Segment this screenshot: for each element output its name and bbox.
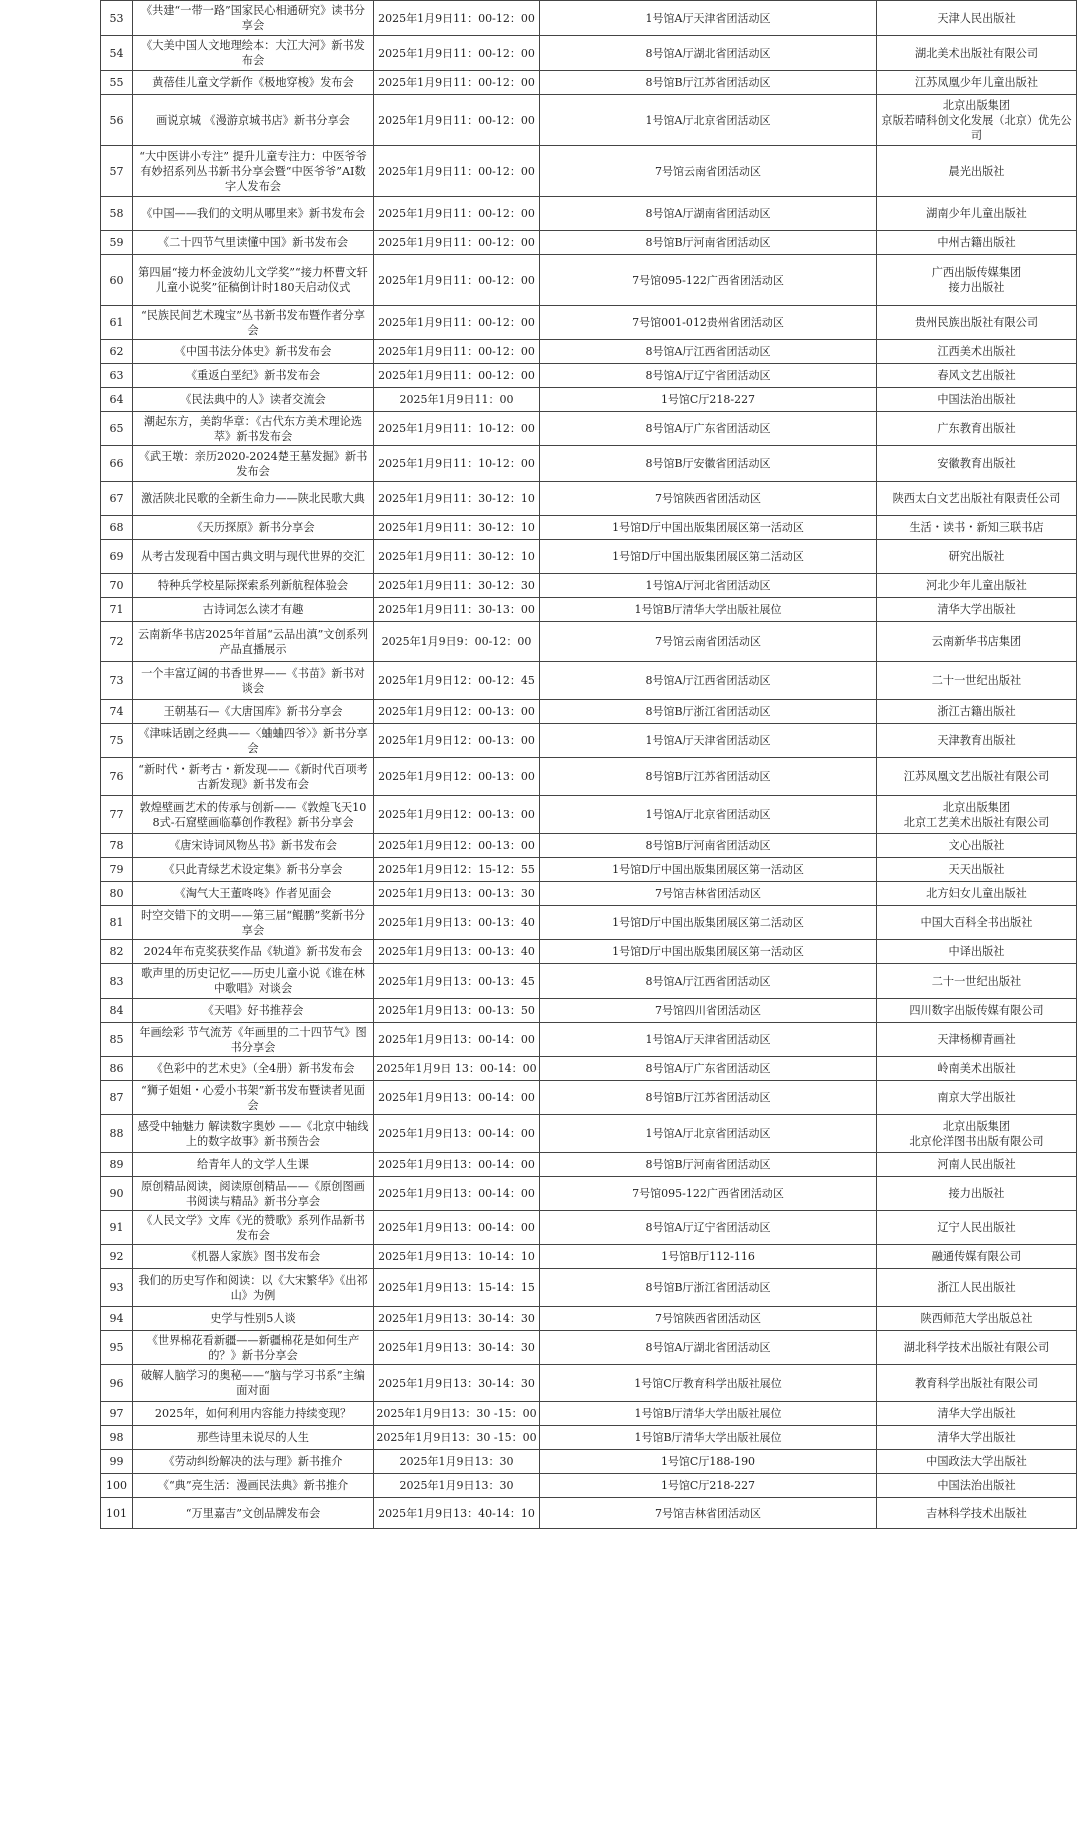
row-number: 87 (101, 1081, 133, 1115)
event-time: 2025年1月9日13：00-14：00 (374, 1023, 540, 1057)
event-title: 感受中轴魅力 解读数字奥妙 ——《北京中轴线上的数字故事》新书预告会 (133, 1115, 374, 1153)
event-title: 《人民文学》文库《光的赞歌》系列作品新书发布会 (133, 1211, 374, 1245)
table-row (101, 574, 1077, 598)
row-number: 90 (101, 1177, 133, 1211)
event-publisher: 融通传媒有限公司 (877, 1245, 1077, 1269)
event-venue: 8号馆B厅江苏省团活动区 (540, 1081, 877, 1115)
event-title: “新时代・新考古・新发现——《新时代百项考古新发现》新书发布会 (133, 758, 374, 796)
event-title: 《淘气大王董咚咚》作者见面会 (133, 882, 374, 906)
event-time: 2025年1月9日12：00-13：00 (374, 834, 540, 858)
row-number: 101 (101, 1498, 133, 1529)
table-row (101, 71, 1077, 95)
table-row (101, 796, 1077, 834)
event-publisher: 贵州民族出版社有限公司 (877, 306, 1077, 340)
event-venue: 1号馆C厅教育科学出版社展位 (540, 1365, 877, 1402)
row-number: 62 (101, 340, 133, 364)
table-row (101, 1450, 1077, 1474)
table-row (101, 834, 1077, 858)
row-number: 89 (101, 1153, 133, 1177)
event-time: 2025年1月9日11：00-12：00 (374, 197, 540, 231)
row-number: 68 (101, 516, 133, 540)
event-publisher: 北京出版集团 京版若晴科创文化发展（北京）优先公司 (877, 95, 1077, 146)
event-venue: 8号馆A厅江西省团活动区 (540, 340, 877, 364)
event-schedule-body (101, 1, 1077, 1529)
table-row (101, 1331, 1077, 1365)
event-venue: 8号馆A厅江西省团活动区 (540, 662, 877, 700)
event-time: 2025年1月9日13：00-14：00 (374, 1177, 540, 1211)
event-title: 破解人脑学习的奥秘——“脑与学习书系”主编面对面 (133, 1365, 374, 1402)
event-publisher: 二十一世纪出版社 (877, 964, 1077, 999)
row-number: 61 (101, 306, 133, 340)
event-publisher: 清华大学出版社 (877, 598, 1077, 622)
event-publisher: 安徽教育出版社 (877, 446, 1077, 482)
row-number: 100 (101, 1474, 133, 1498)
event-time: 2025年1月9日12：00-13：00 (374, 700, 540, 724)
row-number: 76 (101, 758, 133, 796)
event-publisher: 广东教育出版社 (877, 412, 1077, 446)
event-time: 2025年1月9日11：10-12：00 (374, 446, 540, 482)
event-publisher: 中国大百科全书出版社 (877, 906, 1077, 940)
page-cutoff (100, 1818, 1076, 1826)
event-publisher: 天津杨柳青画社 (877, 1023, 1077, 1057)
event-title: 特种兵学校星际探索系列新航程体验会 (133, 574, 374, 598)
table-row (101, 858, 1077, 882)
event-title: 《重返白垩纪》新书发布会 (133, 364, 374, 388)
table-row (101, 1153, 1077, 1177)
event-title: 《只此青绿艺术设定集》新书分享会 (133, 858, 374, 882)
table-row (101, 482, 1077, 516)
event-venue: 8号馆B厅河南省团活动区 (540, 834, 877, 858)
row-number: 58 (101, 197, 133, 231)
table-row (101, 95, 1077, 146)
event-title: 《中国书法分体史》新书发布会 (133, 340, 374, 364)
row-number: 57 (101, 146, 133, 197)
table-row (101, 364, 1077, 388)
event-venue: 8号馆B厅安徽省团活动区 (540, 446, 877, 482)
event-title: 画说京城 《漫游京城书店》新书分享会 (133, 95, 374, 146)
table-row (101, 306, 1077, 340)
event-title: 王朝基石—《大唐国库》新书分享会 (133, 700, 374, 724)
table-row (101, 964, 1077, 999)
event-venue: 1号馆D厅中国出版集团展区第一活动区 (540, 516, 877, 540)
event-publisher: 陕西师范大学出版总社 (877, 1307, 1077, 1331)
event-publisher: 中国政法大学出版社 (877, 1450, 1077, 1474)
event-venue: 1号馆A厅天津省团活动区 (540, 1, 877, 36)
event-venue: 1号馆B厅清华大学出版社展位 (540, 1426, 877, 1450)
row-number: 66 (101, 446, 133, 482)
event-title: 《劳动纠纷解决的法与理》新书推介 (133, 1450, 374, 1474)
event-time: 2025年1月9日11：30-13：00 (374, 598, 540, 622)
row-number: 78 (101, 834, 133, 858)
event-publisher: 湖北科学技术出版社有限公司 (877, 1331, 1077, 1365)
event-title: 《大美中国人文地理绘本：大江大河》新书发布会 (133, 36, 374, 71)
event-time: 2025年1月9日13：00-14：00 (374, 1153, 540, 1177)
row-number: 65 (101, 412, 133, 446)
event-title: 《中国——我们的文明从哪里来》新书发布会 (133, 197, 374, 231)
table-row (101, 36, 1077, 71)
row-number: 67 (101, 482, 133, 516)
event-title: 古诗词怎么读才有趣 (133, 598, 374, 622)
table-row (101, 1081, 1077, 1115)
event-publisher: 四川数字出版传媒有限公司 (877, 999, 1077, 1023)
row-number: 98 (101, 1426, 133, 1450)
event-time: 2025年1月9日12：00-13：00 (374, 796, 540, 834)
table-row (101, 1402, 1077, 1426)
row-number: 60 (101, 255, 133, 306)
row-number: 94 (101, 1307, 133, 1331)
table-row (101, 1498, 1077, 1529)
row-number: 56 (101, 95, 133, 146)
event-title: 一个丰富辽阔的书香世界——《书苗》新书对谈会 (133, 662, 374, 700)
event-venue: 1号馆C厅218-227 (540, 388, 877, 412)
row-number: 72 (101, 622, 133, 662)
event-publisher: 广西出版传媒集团 接力出版社 (877, 255, 1077, 306)
event-publisher: 河南人民出版社 (877, 1153, 1077, 1177)
event-time: 2025年1月9日12：00-13：00 (374, 724, 540, 758)
event-title: 《武王墩：亲历2020-2024楚王墓发掘》新书发布会 (133, 446, 374, 482)
event-publisher: 辽宁人民出版社 (877, 1211, 1077, 1245)
event-time: 2025年1月9日11：00-12：00 (374, 36, 540, 71)
event-time: 2025年1月9日11：30-12：10 (374, 516, 540, 540)
event-time: 2025年1月9日11：00-12：00 (374, 71, 540, 95)
event-venue: 8号馆B厅江苏省团活动区 (540, 758, 877, 796)
event-publisher: 春风文艺出版社 (877, 364, 1077, 388)
event-time: 2025年1月9日13：30 (374, 1450, 540, 1474)
event-title: “大中医讲小专注” 提升儿童专注力：中医爷爷有妙招系列丛书新书分享会暨“中医爷爷”AI数字人发布会 (133, 146, 374, 197)
event-time: 2025年1月9日13：00-13：45 (374, 964, 540, 999)
event-time: 2025年1月9日11：00-12：00 (374, 306, 540, 340)
row-number: 64 (101, 388, 133, 412)
table-row (101, 1269, 1077, 1307)
event-title: 《天唱》好书推荐会 (133, 999, 374, 1023)
event-title: 从考古发现看中国古典文明与现代世界的交汇 (133, 540, 374, 574)
event-publisher: 云南新华书店集团 (877, 622, 1077, 662)
table-row (101, 882, 1077, 906)
event-time: 2025年1月9日13：30 -15：00 (374, 1426, 540, 1450)
row-number: 86 (101, 1057, 133, 1081)
event-venue: 8号馆B厅河南省团活动区 (540, 231, 877, 255)
event-time: 2025年1月9日12：00-13：00 (374, 758, 540, 796)
row-number: 95 (101, 1331, 133, 1365)
event-title: 2025年，如何利用内容能力持续变现？ (133, 1402, 374, 1426)
table-row (101, 388, 1077, 412)
event-publisher: 接力出版社 (877, 1177, 1077, 1211)
event-venue: 8号馆B厅浙江省团活动区 (540, 700, 877, 724)
event-publisher: 江苏凤凰文艺出版社有限公司 (877, 758, 1077, 796)
event-time: 2025年1月9日13：30-14：30 (374, 1365, 540, 1402)
event-publisher: 湖北美术出版社有限公司 (877, 36, 1077, 71)
table-row (101, 412, 1077, 446)
row-number: 74 (101, 700, 133, 724)
table-row (101, 1426, 1077, 1450)
event-publisher: 岭南美术出版社 (877, 1057, 1077, 1081)
event-time: 2025年1月9日11：00-12：00 (374, 255, 540, 306)
event-publisher: 江西美术出版社 (877, 340, 1077, 364)
table-row (101, 724, 1077, 758)
row-number: 82 (101, 940, 133, 964)
event-title: 《二十四节气里读懂中国》新书发布会 (133, 231, 374, 255)
event-time: 2025年1月9日11：30-12：10 (374, 482, 540, 516)
table-row (101, 197, 1077, 231)
event-time: 2025年1月9日11：00-12：00 (374, 231, 540, 255)
row-number: 83 (101, 964, 133, 999)
event-title: 敦煌壁画艺术的传承与创新——《敦煌飞天108式-石窟壁画临摹创作教程》新书分享会 (133, 796, 374, 834)
row-number: 81 (101, 906, 133, 940)
event-time: 2025年1月9日13：00-14：00 (374, 1115, 540, 1153)
table-row (101, 1115, 1077, 1153)
event-venue: 1号馆D厅中国出版集团展区第二活动区 (540, 906, 877, 940)
table-row (101, 999, 1077, 1023)
event-time: 2025年1月9日9：00-12：00 (374, 622, 540, 662)
event-title: 《民法典中的人》读者交流会 (133, 388, 374, 412)
row-number: 96 (101, 1365, 133, 1402)
table-row (101, 906, 1077, 940)
event-venue: 7号馆陕西省团活动区 (540, 1307, 877, 1331)
event-venue: 7号馆四川省团活动区 (540, 999, 877, 1023)
event-venue: 1号馆C厅218-227 (540, 1474, 877, 1498)
event-time: 2025年1月9日13：40-14：10 (374, 1498, 540, 1529)
table-row (101, 758, 1077, 796)
table-row (101, 516, 1077, 540)
event-time: 2025年1月9日12：15-12：55 (374, 858, 540, 882)
event-title: 《“典”亮生活：漫画民法典》新书推介 (133, 1474, 374, 1498)
event-title: “民族民间艺术瑰宝”丛书新书发布暨作者分享会 (133, 306, 374, 340)
event-publisher: 文心出版社 (877, 834, 1077, 858)
event-time: 2025年1月9日13：00-13：40 (374, 940, 540, 964)
event-time: 2025年1月9日11：00-12：00 (374, 146, 540, 197)
event-title: 《世界棉花看新疆——新疆棉花是如何生产的？》新书分享会 (133, 1331, 374, 1365)
event-venue: 1号馆A厅北京省团活动区 (540, 1115, 877, 1153)
row-number: 54 (101, 36, 133, 71)
event-time: 2025年1月9日13：15-14：15 (374, 1269, 540, 1307)
event-venue: 1号馆C厅188-190 (540, 1450, 877, 1474)
event-publisher: 江苏凤凰少年儿童出版社 (877, 71, 1077, 95)
event-venue: 8号馆B厅河南省团活动区 (540, 1153, 877, 1177)
event-publisher: 中译出版社 (877, 940, 1077, 964)
row-number: 99 (101, 1450, 133, 1474)
event-time: 2025年1月9日13：30 (374, 1474, 540, 1498)
table-row (101, 1307, 1077, 1331)
row-number: 63 (101, 364, 133, 388)
event-title: 《津味话剧之经典——〈蛐蛐四爷〉》新书分享会 (133, 724, 374, 758)
event-title: 潮起东方，美韵华章：《古代东方美术理论选萃》新书发布会 (133, 412, 374, 446)
event-title: “万里嘉吉”文创品牌发布会 (133, 1498, 374, 1529)
event-publisher: 中国法治出版社 (877, 388, 1077, 412)
event-venue: 8号馆B厅江苏省团活动区 (540, 71, 877, 95)
event-publisher: 河北少年儿童出版社 (877, 574, 1077, 598)
row-number: 93 (101, 1269, 133, 1307)
table-row (101, 1365, 1077, 1402)
row-number: 59 (101, 231, 133, 255)
event-time: 2025年1月9日11：00-12：00 (374, 364, 540, 388)
event-venue: 1号馆A厅河北省团活动区 (540, 574, 877, 598)
event-venue: 8号馆A厅湖南省团活动区 (540, 197, 877, 231)
row-number: 85 (101, 1023, 133, 1057)
row-number: 91 (101, 1211, 133, 1245)
event-publisher: 研究出版社 (877, 540, 1077, 574)
event-publisher: 陕西太白文艺出版社有限责任公司 (877, 482, 1077, 516)
event-time: 2025年1月9日12：00-12：45 (374, 662, 540, 700)
table-row (101, 1474, 1077, 1498)
event-title: 我们的历史写作和阅读：以《大宋繁华》《出祁山》为例 (133, 1269, 374, 1307)
row-number: 92 (101, 1245, 133, 1269)
row-number: 70 (101, 574, 133, 598)
row-number: 88 (101, 1115, 133, 1153)
page-margin (0, 0, 100, 1826)
table-row (101, 622, 1077, 662)
event-venue: 7号馆095-122广西省团活动区 (540, 1177, 877, 1211)
row-number: 75 (101, 724, 133, 758)
event-time: 2025年1月9日13：30-14：30 (374, 1331, 540, 1365)
event-schedule-table (100, 0, 1077, 1529)
row-number: 73 (101, 662, 133, 700)
event-title: 歌声里的历史记忆——历史儿童小说《谁在林中歌唱》对谈会 (133, 964, 374, 999)
event-venue: 7号馆云南省团活动区 (540, 146, 877, 197)
event-venue: 8号馆A厅湖北省团活动区 (540, 1331, 877, 1365)
event-venue: 1号馆D厅中国出版集团展区第一活动区 (540, 858, 877, 882)
event-publisher: 晨光出版社 (877, 146, 1077, 197)
event-time: 2025年1月9日13：00-13：40 (374, 906, 540, 940)
event-time: 2025年1月9日13：30 -15：00 (374, 1402, 540, 1426)
event-time: 2025年1月9日13：00-14：00 (374, 1211, 540, 1245)
table-row (101, 1, 1077, 36)
table-row (101, 1057, 1077, 1081)
table-row (101, 231, 1077, 255)
event-time: 2025年1月9日11：10-12：00 (374, 412, 540, 446)
event-venue: 1号馆A厅北京省团活动区 (540, 796, 877, 834)
event-title: 激活陕北民歌的全新生命力——陕北民歌大典 (133, 482, 374, 516)
event-publisher: 天津人民出版社 (877, 1, 1077, 36)
event-venue: 1号馆B厅清华大学出版社展位 (540, 1402, 877, 1426)
event-title: 《机器人家族》图书发布会 (133, 1245, 374, 1269)
table-row (101, 540, 1077, 574)
event-venue: 1号馆A厅北京省团活动区 (540, 95, 877, 146)
event-venue: 7号馆陕西省团活动区 (540, 482, 877, 516)
row-number: 55 (101, 71, 133, 95)
event-publisher: 浙江人民出版社 (877, 1269, 1077, 1307)
event-publisher: 二十一世纪出版社 (877, 662, 1077, 700)
event-time: 2025年1月9日13：00-13：30 (374, 882, 540, 906)
row-number: 79 (101, 858, 133, 882)
event-title: 那些诗里未说尽的人生 (133, 1426, 374, 1450)
event-venue: 1号馆A厅天津省团活动区 (540, 1023, 877, 1057)
row-number: 69 (101, 540, 133, 574)
row-number: 53 (101, 1, 133, 36)
table-row (101, 255, 1077, 306)
event-time: 2025年1月9日11：30-12：30 (374, 574, 540, 598)
event-publisher: 吉林科学技术出版社 (877, 1498, 1077, 1529)
table-row (101, 598, 1077, 622)
event-publisher: 清华大学出版社 (877, 1426, 1077, 1450)
event-time: 2025年1月9日13：00-14：00 (374, 1081, 540, 1115)
event-title: 原创精品阅读，阅读原创精品——《原创图画书阅读与精品》新书分享会 (133, 1177, 374, 1211)
event-time: 2025年1月9日11：00-12：00 (374, 1, 540, 36)
table-row (101, 340, 1077, 364)
event-title: 史学与性别5人谈 (133, 1307, 374, 1331)
event-publisher: 浙江古籍出版社 (877, 700, 1077, 724)
event-publisher: 天津教育出版社 (877, 724, 1077, 758)
event-publisher: 中州古籍出版社 (877, 231, 1077, 255)
table-row (101, 1023, 1077, 1057)
event-title: 云南新华书店2025年首届“云品出滇”文创系列产品直播展示 (133, 622, 374, 662)
row-number: 97 (101, 1402, 133, 1426)
event-title: “狮子姐姐・心爱小书架”新书发布暨读者见面会 (133, 1081, 374, 1115)
event-title: 时空交错下的文明——第三届“鲲鹏”奖新书分享会 (133, 906, 374, 940)
event-title: 给青年人的文学人生课 (133, 1153, 374, 1177)
row-number: 77 (101, 796, 133, 834)
event-venue: 7号馆云南省团活动区 (540, 622, 877, 662)
event-time: 2025年1月9日13：10-14：10 (374, 1245, 540, 1269)
event-title: 《唐宋诗词风物丛书》新书发布会 (133, 834, 374, 858)
event-venue: 7号馆095-122广西省团活动区 (540, 255, 877, 306)
event-time: 2025年1月9日11：30-12：10 (374, 540, 540, 574)
event-venue: 8号馆A厅广东省团活动区 (540, 412, 877, 446)
event-publisher: 中国法治出版社 (877, 1474, 1077, 1498)
event-title: 《色彩中的艺术史》（全4册）新书发布会 (133, 1057, 374, 1081)
event-time: 2025年1月9日11：00-12：00 (374, 95, 540, 146)
event-venue: 8号馆A厅湖北省团活动区 (540, 36, 877, 71)
table-row (101, 940, 1077, 964)
table-row (101, 146, 1077, 197)
event-title: 第四届“接力杯金波幼儿文学奖”“接力杯曹文轩儿童小说奖”征稿倒计时180天启动仪式 (133, 255, 374, 306)
event-venue: 7号馆吉林省团活动区 (540, 1498, 877, 1529)
event-publisher: 天天出版社 (877, 858, 1077, 882)
event-title: 《共建“一带一路”国家民心相通研究》读书分享会 (133, 1, 374, 36)
table-row (101, 662, 1077, 700)
event-title: 年画绘彩 节气流芳《年画里的二十四节气》图书分享会 (133, 1023, 374, 1057)
event-venue: 1号馆B厅清华大学出版社展位 (540, 598, 877, 622)
event-venue: 1号馆D厅中国出版集团展区第一活动区 (540, 940, 877, 964)
event-publisher: 湖南少年儿童出版社 (877, 197, 1077, 231)
event-publisher: 北方妇女儿童出版社 (877, 882, 1077, 906)
event-publisher: 南京大学出版社 (877, 1081, 1077, 1115)
event-publisher: 北京出版集团 北京伦洋图书出版有限公司 (877, 1115, 1077, 1153)
row-number: 80 (101, 882, 133, 906)
row-number: 71 (101, 598, 133, 622)
event-time: 2025年1月9日11：00 (374, 388, 540, 412)
event-publisher: 教育科学出版社有限公司 (877, 1365, 1077, 1402)
event-venue: 8号馆A厅江西省团活动区 (540, 964, 877, 999)
event-publisher: 北京出版集团 北京工艺美术出版社有限公司 (877, 796, 1077, 834)
row-number: 84 (101, 999, 133, 1023)
event-venue: 1号馆A厅天津省团活动区 (540, 724, 877, 758)
table-row (101, 1177, 1077, 1211)
event-venue: 7号馆001-012贵州省团活动区 (540, 306, 877, 340)
event-title: 2024年布克奖获奖作品《轨道》新书发布会 (133, 940, 374, 964)
event-venue: 8号馆A厅广东省团活动区 (540, 1057, 877, 1081)
table-row (101, 1211, 1077, 1245)
event-venue: 8号馆B厅浙江省团活动区 (540, 1269, 877, 1307)
event-venue: 7号馆吉林省团活动区 (540, 882, 877, 906)
table-row (101, 700, 1077, 724)
event-venue: 8号馆A厅辽宁省团活动区 (540, 364, 877, 388)
event-title: 黄蓓佳儿童文学新作《极地穿梭》发布会 (133, 71, 374, 95)
event-title: 《天历探原》新书分享会 (133, 516, 374, 540)
event-time: 2025年1月9日11：00-12：00 (374, 340, 540, 364)
event-time: 2025年1月9日13：30-14：30 (374, 1307, 540, 1331)
event-time: 2025年1月9日 13：00-14：00 (374, 1057, 540, 1081)
table-row (101, 1245, 1077, 1269)
event-venue: 8号馆A厅辽宁省团活动区 (540, 1211, 877, 1245)
event-publisher: 生活・读书・新知三联书店 (877, 516, 1077, 540)
event-publisher: 清华大学出版社 (877, 1402, 1077, 1426)
event-venue: 1号馆D厅中国出版集团展区第二活动区 (540, 540, 877, 574)
event-venue: 1号馆B厅112-116 (540, 1245, 877, 1269)
event-time: 2025年1月9日13：00-13：50 (374, 999, 540, 1023)
table-row (101, 446, 1077, 482)
